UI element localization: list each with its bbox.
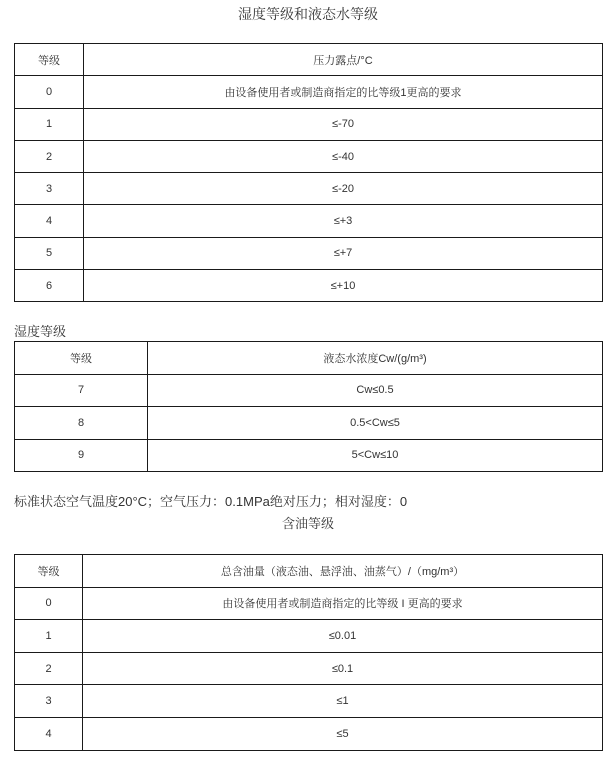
grade-cell: 1 [15,108,84,140]
table-header-row [15,555,603,588]
grade-cell: 8 [15,407,148,440]
humidity-grade-label: 湿度等级 [14,324,67,339]
header-grade: 等级 [15,342,148,375]
grade-cell: 0 [15,587,83,620]
value-cell: ≤0.1 [83,652,603,685]
table-row [15,374,603,407]
value-cell: ≤-70 [84,108,603,140]
value-cell: ≤0.01 [83,620,603,653]
table-row [15,717,603,750]
grade-cell: 0 [15,76,84,108]
grade-cell: 6 [15,270,84,302]
grade-cell: 2 [15,652,83,685]
table-header-row [15,44,603,76]
oil-content-title: 含油等级 [281,516,334,531]
table-row [15,685,603,718]
table-row [15,439,603,472]
table-header-row [15,342,603,375]
humidity-dewpoint-table [14,43,603,302]
value-cell: ≤+3 [84,205,603,237]
grade-cell: 4 [15,205,84,237]
value-cell: 由设备使用者或制造商指定的比等级1更高的要求 [84,76,603,108]
grade-cell: 4 [15,717,83,750]
grade-cell: 7 [15,374,148,407]
table-row [15,108,603,140]
grade-cell: 5 [15,237,84,269]
header-dewpoint: 压力露点/°C [84,44,603,76]
table-row [15,173,603,205]
table-row [15,620,603,653]
value-cell: 0.5<Cw≤5 [148,407,603,440]
humidity-liquid-water-title: 湿度等级和液态水等级 [238,6,378,22]
header-grade: 等级 [15,44,84,76]
value-cell: ≤5 [83,717,603,750]
value-cell: Cw≤0.5 [148,374,603,407]
header-liquid-water: 液态水浓度Cw/(g/m³) [148,342,603,375]
table-row [15,407,603,440]
header-grade: 等级 [15,555,83,588]
value-cell: ≤1 [83,685,603,718]
grade-cell: 2 [15,140,84,172]
liquid-water-table [14,341,603,472]
standard-conditions-note: 标准状态空气温度20°C；空气压力：0.1MPa绝对压力；相对湿度：0 [14,494,408,509]
table-row [15,652,603,685]
value-cell: 由设备使用者或制造商指定的比等级 I 更高的要求 [83,587,603,620]
value-cell: ≤+7 [84,237,603,269]
value-cell: ≤+10 [84,270,603,302]
value-cell: ≤-20 [84,173,603,205]
grade-cell: 9 [15,439,148,472]
grade-cell: 3 [15,685,83,718]
grade-cell: 1 [15,620,83,653]
value-cell: ≤-40 [84,140,603,172]
table-row [15,76,603,108]
oil-content-table [14,554,603,751]
header-oil-content: 总含油量（液态油、悬浮油、油蒸气）/（mg/m³） [83,555,603,588]
table-row [15,587,603,620]
grade-cell: 3 [15,173,84,205]
table-row [15,270,603,302]
value-cell: 5<Cw≤10 [148,439,603,472]
table-row [15,140,603,172]
table-row [15,205,603,237]
table-row [15,237,603,269]
